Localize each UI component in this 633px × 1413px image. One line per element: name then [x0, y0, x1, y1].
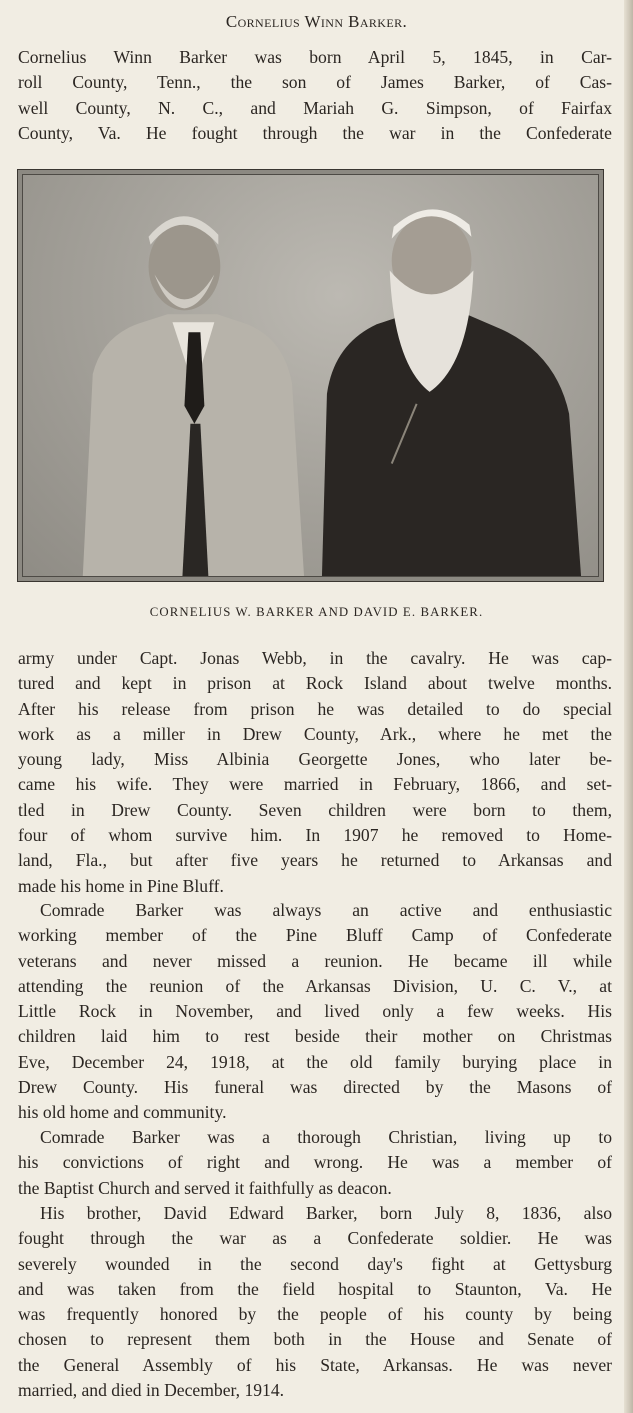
text-line: land, Fla., but after five years he returned to Arkansas and: [18, 850, 612, 871]
text-line: young lady, Miss Albinia Georgette Jones, who later be-: [18, 749, 612, 770]
text-line: army under Capt. Jonas Webb, in the cavalry. He was cap-: [18, 648, 612, 668]
text-line: work as a miller in Drew County, Ark., where he met the: [18, 723, 612, 744]
text-line: his convictions of right and wrong. He was a member of: [18, 1152, 612, 1173]
paragraph-1: [18, 45, 612, 146]
page-gutter-shadow: [624, 0, 633, 1413]
text-line: roll County, Tenn., the son of James Barker, of Cas-: [18, 72, 612, 93]
text-line: Eve, December 24, 1918, at the old family burying place in: [18, 1051, 612, 1072]
text-line: four of whom survive him. In 1907 he removed to Home-: [18, 825, 612, 846]
text-line: well County, N. C., and Mariah G. Simpson, of Fairfax: [18, 97, 612, 118]
text-line: Comrade Barker was always an active and enthusiastic: [40, 900, 612, 920]
text-line: and was taken from the field hospital to Staunton, Va. He: [18, 1278, 612, 1299]
text-line: was frequently honored by the people of his county by being: [18, 1304, 612, 1325]
text-line: Drew County. His funeral was directed by the Masons of: [18, 1077, 612, 1098]
text-line: veterans and never missed a reunion. He became ill while: [18, 950, 612, 971]
photo-caption: CORNELIUS W. BARKER AND DAVID E. BARKER.: [149, 605, 484, 619]
text-line: his old home and community.: [18, 1102, 227, 1123]
text-line: tled in Drew County. Seven children were born to them,: [18, 799, 612, 820]
text-line: County, Va. He fought through the war in the Confederate: [18, 122, 612, 143]
text-line: Comrade Barker was a thorough Christian, living up to: [40, 1127, 612, 1147]
text-line: attending the reunion of the Arkansas Division, U. C. V., at: [18, 975, 612, 996]
portrait-illustration: [23, 175, 598, 576]
text-line: children laid him to rest beside their mother on Christmas: [18, 1026, 612, 1047]
text-line: made his home in Pine Bluff.: [18, 875, 224, 896]
text-line: After his release from prison he was detailed to do special: [18, 698, 612, 719]
paragraph-3: [18, 898, 612, 1126]
paragraph-2: [18, 646, 612, 899]
text-line: Little Rock in November, and lived only a few weeks. His: [18, 1001, 612, 1022]
text-line: the General Assembly of his State, Arkansas. He was never: [18, 1354, 612, 1375]
text-line: fought through the war as a Confederate soldier. He was: [18, 1228, 612, 1249]
text-line: chosen to represent them both in the House and Senate of: [18, 1329, 612, 1350]
text-line: came his wife. They were married in February, 1866, and set-: [18, 774, 612, 795]
text-line: the Baptist Church and served it faithfully as deacon.: [18, 1177, 392, 1198]
text-line: tured and kept in prison at Rock Island about twelve months.: [18, 673, 612, 694]
text-line: married, and died in December, 1914.: [18, 1380, 285, 1401]
left-figure: [83, 216, 304, 576]
text-line: Cornelius Winn Barker was born April 5, 1845, in Car-: [18, 47, 612, 67]
article-heading: Cornelius Winn Barker.: [225, 12, 408, 31]
text-line: working member of the Pine Bluff Camp of Confederate: [18, 925, 612, 946]
text-line: severely wounded in the second day's fight at Gettysburg: [18, 1253, 612, 1274]
paragraph-5: [18, 1201, 612, 1403]
paragraph-4: [18, 1125, 612, 1201]
text-line: His brother, David Edward Barker, born July 8, 1836, also: [40, 1203, 612, 1223]
portrait-photograph: [17, 169, 604, 582]
right-figure: [322, 209, 581, 576]
